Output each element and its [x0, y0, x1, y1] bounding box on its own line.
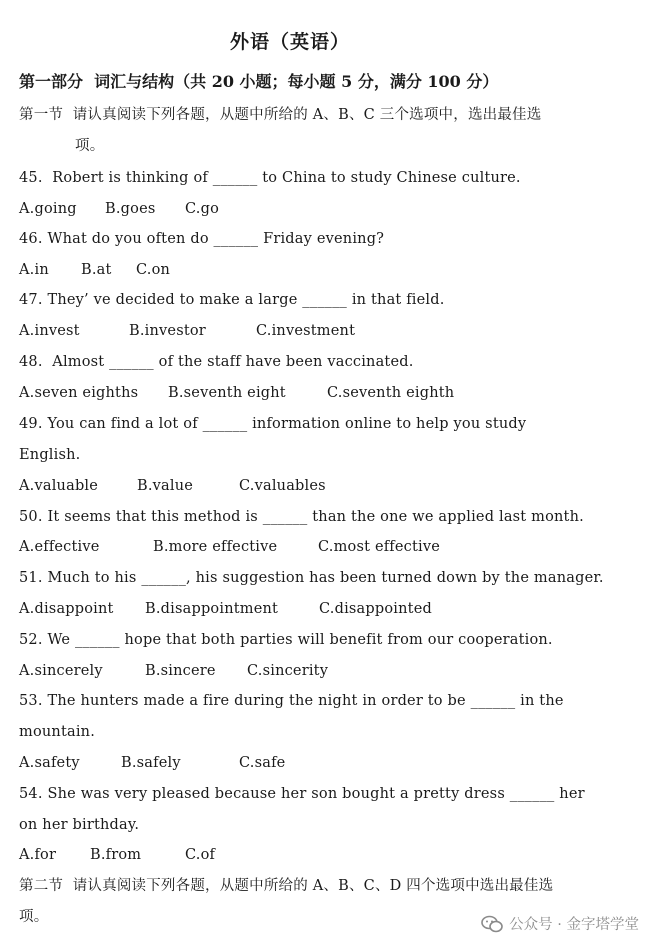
- section-instruction-cont: 项。: [75, 138, 105, 154]
- option-a: A.valuable: [19, 478, 99, 494]
- options-53: [19, 754, 285, 772]
- option-c: C.most effective: [318, 539, 440, 555]
- section-2-instruction: 第二节 请认真阅读下列各题，从题中所给的 A、B、C、D 四个选项中选出最佳选: [19, 878, 554, 894]
- question-47: 47. They’ ve decided to make a large ______ in that field.: [19, 292, 445, 308]
- page-title: 外语（英语）: [229, 31, 350, 53]
- option-a: A.going: [19, 201, 77, 217]
- option-a: A.sincerely: [19, 663, 103, 679]
- question-48: 48. Almost ______ of the staff have been vaccinated.: [19, 354, 414, 370]
- option-a: A.seven eighths: [19, 385, 139, 401]
- options-47: [19, 322, 355, 340]
- question-53-cont: mountain.: [19, 724, 96, 740]
- option-b: B.value: [137, 478, 194, 494]
- option-b: B.safely: [121, 755, 181, 771]
- question-52: 52. We ______ hope that both parties will benefit from our cooperation.: [19, 632, 553, 648]
- option-b: B.more effective: [153, 539, 278, 555]
- part-heading: 第一部分 词汇与结构（共 20 小题；每小题 5 分，满分 100 分）: [19, 72, 499, 91]
- question-49: 49. You can find a lot of ______ information online to help you study: [19, 416, 527, 432]
- option-c: C.investment: [256, 323, 356, 339]
- options-45: [19, 200, 219, 218]
- options-54: [19, 846, 215, 864]
- option-a: A.safety: [19, 755, 80, 771]
- option-b: B.from: [90, 847, 142, 863]
- question-53: 53. The hunters made a fire during the night in order to be ______ in the: [19, 693, 564, 709]
- section-instruction: 第一节 请认真阅读下列各题，从题中所给的 A、B、C 三个选项中，选出最佳选: [19, 107, 542, 123]
- option-a: A.for: [19, 847, 57, 863]
- question-50: 50. It seems that this method is ______ than the one we applied last month.: [19, 509, 584, 525]
- option-c: C.safe: [239, 755, 286, 771]
- options-49: [19, 477, 326, 495]
- section-2-instruction-cont: 项。: [19, 909, 49, 925]
- option-b: B.disappointment: [145, 601, 279, 617]
- question-45: 45. Robert is thinking of ______ to China to study Chinese culture.: [19, 170, 521, 186]
- question-46: 46. What do you often do ______ Friday evening?: [19, 231, 385, 247]
- option-c: C.valuables: [239, 478, 326, 494]
- option-c: C.disappointed: [319, 601, 432, 617]
- option-c: C.sincerity: [247, 663, 329, 679]
- options-51: [19, 600, 432, 618]
- question-49-cont: English.: [19, 447, 81, 463]
- option-b: B.seventh eight: [168, 385, 286, 401]
- option-a: A.disappoint: [19, 601, 114, 617]
- option-b: B.sincere: [145, 663, 216, 679]
- question-51: 51. Much to his ______, his suggestion has been turned down by the manager.: [19, 570, 604, 586]
- watermark: [481, 913, 639, 934]
- option-b: B.goes: [105, 201, 156, 217]
- watermark-text: 公众号 · 金字塔学堂: [509, 917, 639, 933]
- option-c: C.go: [185, 201, 219, 217]
- option-b: B.at: [81, 262, 112, 278]
- option-a: A.effective: [19, 539, 100, 555]
- question-54: 54. She was very pleased because her son bought a pretty dress ______ her: [19, 786, 585, 802]
- options-48: [19, 384, 454, 402]
- option-c: C.on: [136, 262, 171, 278]
- option-a: A.in: [19, 262, 49, 278]
- option-c: C.of: [185, 847, 216, 863]
- wechat-icon: [481, 915, 503, 933]
- option-b: B.investor: [129, 323, 206, 339]
- option-c: C.seventh eighth: [327, 385, 455, 401]
- options-50: [19, 538, 440, 556]
- options-46: [19, 261, 170, 279]
- options-52: [19, 662, 328, 680]
- question-54-cont: on her birthday.: [19, 817, 140, 833]
- option-a: A.invest: [19, 323, 80, 339]
